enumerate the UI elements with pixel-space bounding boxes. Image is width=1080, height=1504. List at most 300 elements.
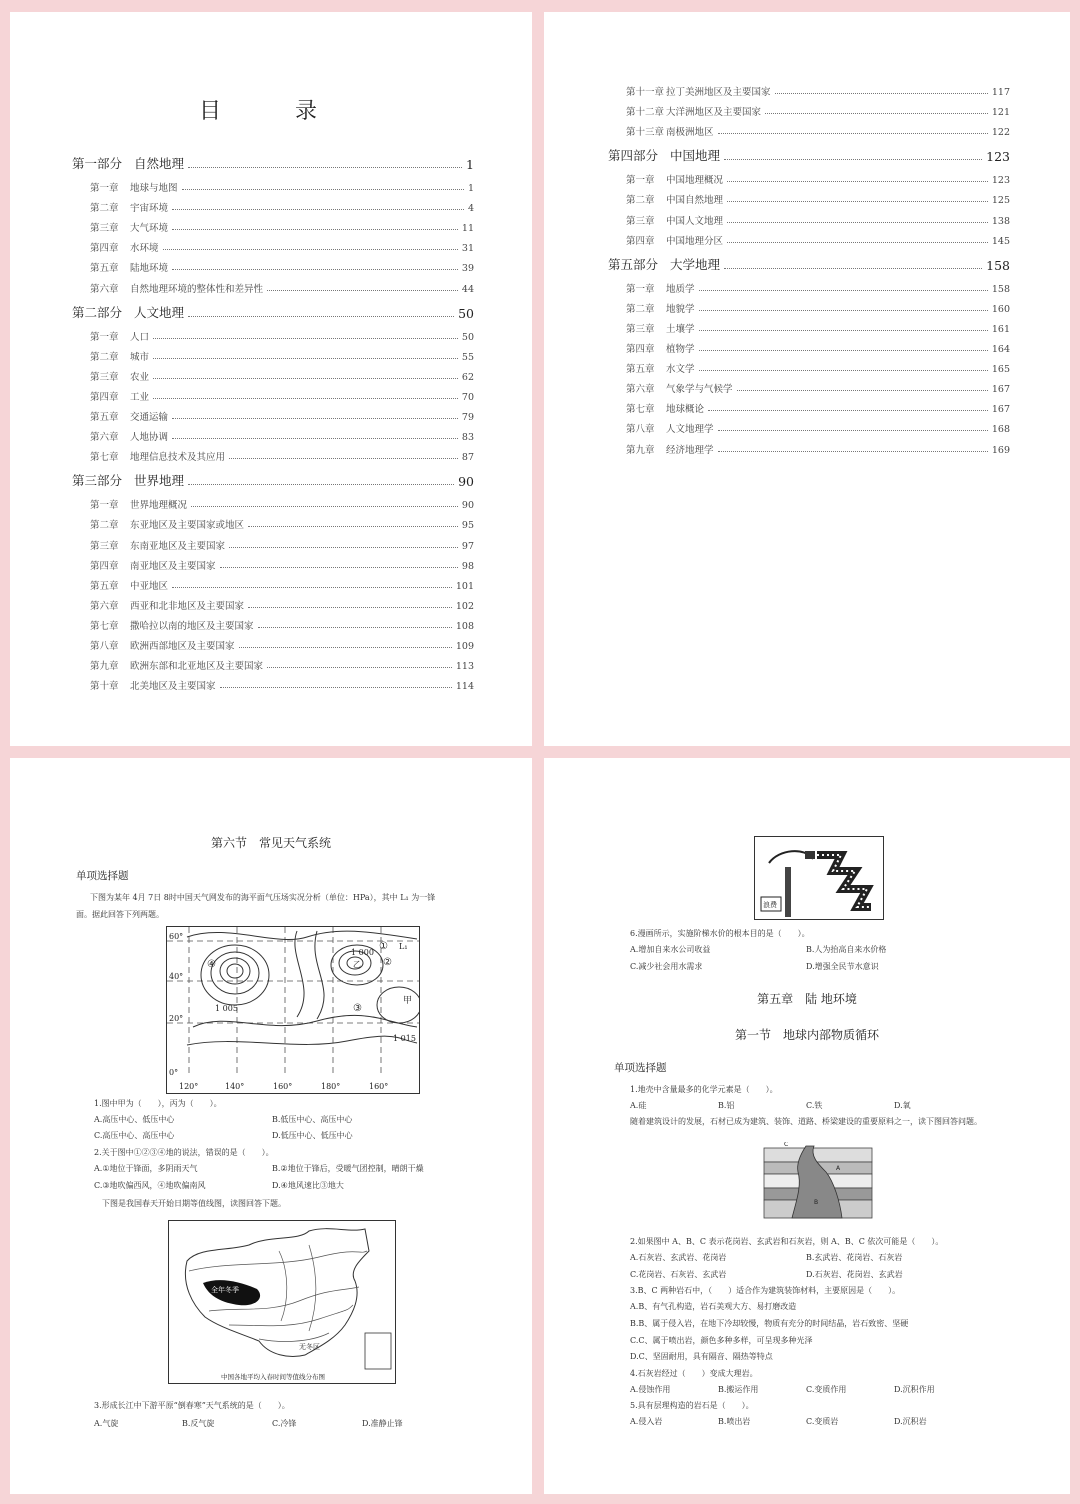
toc-label: [626, 341, 695, 355]
toc-name: 人地协调: [130, 432, 169, 444]
isobar-label: 1 015: [393, 1034, 416, 1043]
q4-option-b: B.搬运作用: [718, 1385, 759, 1394]
toc-number: 第九章: [626, 444, 655, 456]
toc-page-number: 44: [461, 283, 474, 295]
toc-number: 第四章: [90, 391, 119, 403]
toc-leader-dots: [188, 316, 454, 317]
toc-name: 水文学: [666, 364, 695, 376]
toc-page-number: 113: [455, 661, 474, 673]
q1-option-b: B.铝: [718, 1101, 735, 1110]
toc-leader-dots: [248, 526, 458, 527]
lon-label: 140°: [225, 1082, 245, 1091]
toc-page-number: 50: [461, 331, 474, 343]
toc-name: 经济地理学: [666, 444, 714, 456]
toc-number: 第一部分: [72, 156, 123, 171]
toc-leader-dots: [699, 310, 988, 311]
toc-leader-dots: [172, 418, 458, 419]
lat-label: 0°: [169, 1068, 179, 1077]
toc-name: 欧洲东部和北亚地区及主要国家: [130, 661, 264, 673]
toc-leader-dots: [172, 209, 464, 210]
q3-stem: 3.B、C 两种岩石中，（ ）适合作为建筑装饰材料，主要原因是（ ）。: [630, 1286, 901, 1295]
toc-page-number: 161: [991, 323, 1010, 335]
toc-label: [626, 401, 704, 415]
toc-page-number: 4: [467, 203, 474, 215]
q4-stem: 4.石灰岩经过（ ）变成大理岩。: [630, 1369, 758, 1378]
toc-page-number: 125: [991, 195, 1010, 207]
lon-label: 180°: [321, 1082, 341, 1091]
toc-chapter-row[interactable]: [626, 442, 1010, 456]
toc-chapter-row[interactable]: [90, 389, 474, 403]
toc-name: 世界地理: [134, 473, 185, 489]
toc-name: 水环境: [130, 243, 159, 255]
toc-leader-dots: [727, 222, 988, 223]
toc-name: 中国自然地理: [666, 195, 724, 207]
marker-2: ②: [383, 957, 392, 968]
q6-option-a: A.增加自来水公司收益: [630, 945, 711, 954]
q4-option-d: D.沉积作用: [894, 1385, 935, 1394]
toc-leader-dots: [727, 201, 988, 202]
toc-label: [626, 172, 723, 186]
q5-option-a: A.侵入岩: [630, 1417, 663, 1426]
toc-label: [626, 442, 714, 456]
toc-number: 第八章: [90, 641, 119, 652]
toc-chapter-row[interactable]: [90, 369, 474, 383]
toc-leader-dots: [727, 242, 988, 243]
toc-part-row[interactable]: [608, 255, 1010, 273]
toc-leader-dots: [188, 484, 454, 485]
toc-name: 西亚和北非地区及主要国家: [130, 600, 245, 612]
pressure-map: [166, 926, 420, 1094]
toc-label: [90, 497, 187, 511]
toc-chapter-row[interactable]: [90, 618, 474, 632]
toc-number: 第一章: [90, 183, 119, 194]
toc-name: 南亚地区及主要国家: [130, 560, 216, 572]
rock-label-c: B: [814, 1199, 819, 1206]
toc-chapter-row[interactable]: [90, 409, 474, 423]
toc-page-number: 138: [991, 215, 1010, 227]
toc-leader-dots: [267, 667, 452, 668]
toc-name: 土壤学: [666, 323, 695, 335]
toc-chapter-row[interactable]: [90, 429, 474, 443]
toc-number: 第四章: [90, 560, 119, 572]
toc-label: [72, 303, 184, 321]
toc-chapter-row[interactable]: [90, 638, 474, 652]
toc-label: [90, 638, 235, 652]
toc-chapter-row[interactable]: [626, 213, 1010, 227]
toc-name: 自然地理环境的整体性和差异性: [130, 283, 264, 295]
toc-chapter-row[interactable]: [90, 497, 474, 511]
q3-option-a: A.气旋: [94, 1419, 119, 1428]
toc-label: [626, 192, 723, 206]
toc-page-number: 90: [461, 500, 474, 512]
toc-number: 第五部分: [608, 256, 659, 272]
q2-option-d: D.④地风速比③地大: [272, 1181, 344, 1190]
toc-page-number: 158: [991, 283, 1010, 295]
toc-number: 第四章: [626, 344, 655, 355]
toc-name: 地貌学: [666, 303, 695, 315]
isobar-label: 1 000: [351, 948, 374, 957]
lon-label: 160°: [369, 1082, 389, 1091]
q1-option-c: C.高压中心、高压中心: [94, 1131, 175, 1140]
toc-name: 中亚地区: [130, 580, 169, 592]
toc-name: 世界地理概况: [130, 500, 188, 512]
toc-leader-dots: [258, 627, 452, 628]
toc-page-2: [544, 12, 1070, 746]
toc-label: [90, 369, 149, 383]
toc-chapter-row[interactable]: [626, 233, 1010, 247]
toc-name: 南极洲地区: [666, 127, 714, 139]
toc-page-number: 31: [461, 243, 474, 255]
permanent-winter-label: 全年冬季: [211, 1286, 239, 1294]
subsection-title: 单项选择题: [76, 870, 129, 882]
toc-label: [626, 321, 695, 335]
toc-chapter-row[interactable]: [90, 240, 474, 254]
toc-number: 第五章: [90, 580, 119, 592]
q3-line-d: D.C、坚固耐用，具有隔音、隔热等特点: [630, 1352, 773, 1361]
toc-label: [90, 240, 159, 254]
toc-page-number: 165: [991, 364, 1010, 376]
toc-page-number: 108: [455, 620, 474, 632]
toc-number: 第七章: [90, 620, 119, 632]
toc-part-row[interactable]: [608, 146, 1010, 164]
toc-page-number: 87: [461, 452, 474, 464]
toc-name: 人口: [130, 331, 150, 343]
toc-page-number: 121: [991, 107, 1010, 119]
toc-leader-dots: [188, 167, 462, 168]
water-price-cartoon: [754, 836, 884, 920]
toc-label: [90, 538, 225, 552]
q2-option-c: C.花岗岩、石灰岩、玄武岩: [630, 1270, 727, 1279]
toc-label: [90, 329, 149, 343]
toc-number: 第四部分: [608, 148, 659, 164]
toc-page-number: 83: [461, 432, 474, 444]
toc-number: 第五章: [626, 364, 655, 376]
toc-number: 第六章: [626, 384, 655, 396]
toc-name: 东亚地区及主要国家或地区: [130, 520, 245, 532]
land-environment-page: [544, 758, 1070, 1494]
toc-label: [626, 124, 714, 138]
toc-leader-dots: [727, 181, 988, 182]
marker-3: ③: [353, 1003, 362, 1014]
toc-label: [90, 180, 178, 194]
map2-intro: 下图是我国春天开始日期等值线图，读图回答下题。: [102, 1199, 286, 1208]
toc-chapter-row[interactable]: [626, 301, 1010, 315]
toc-chapter-row[interactable]: [90, 260, 474, 274]
toc-label: [90, 598, 244, 612]
q3-option-b: B.反气旋: [182, 1419, 215, 1428]
toc-leader-dots: [699, 350, 988, 351]
toc-leader-dots: [182, 189, 464, 190]
toc-chapter-row[interactable]: [90, 281, 474, 295]
toc-chapter-row[interactable]: [626, 104, 1010, 118]
toc-number: 第四章: [626, 235, 655, 247]
q4-option-c: C.变质作用: [806, 1385, 847, 1394]
toc-leader-dots: [153, 358, 458, 359]
q4-option-a: A.侵蚀作用: [630, 1385, 671, 1394]
toc-chapter-row[interactable]: [626, 172, 1010, 186]
q2-option-a: A.石灰岩、玄武岩、花岗岩: [630, 1253, 727, 1262]
toc-leader-dots: [172, 269, 458, 270]
toc-chapter-row[interactable]: [90, 538, 474, 552]
toc-chapter-row[interactable]: [626, 381, 1010, 395]
toc-number: 第六章: [90, 283, 119, 295]
toc-number: 第三章: [626, 215, 655, 227]
toc-title: 目 录: [198, 99, 343, 124]
toc-chapter-row[interactable]: [626, 361, 1010, 375]
toc-name: 中国地理概况: [666, 175, 724, 187]
toc-label: [626, 104, 761, 118]
section-title: 第一节 地球内部物质循环: [734, 1028, 879, 1042]
toc-label: [90, 200, 168, 214]
toc-number: 第三章: [90, 223, 119, 235]
weather-systems-page: [10, 758, 532, 1494]
toc-leader-dots: [191, 506, 458, 507]
toc-label: [90, 618, 254, 632]
toc-name: 人文地理学: [666, 424, 714, 436]
toc-leader-dots: [718, 430, 988, 431]
toc-number: 第三章: [626, 323, 655, 335]
intro-text: 下图为某年 4月 7日 8时中国天气网发布的海平面气压场实况分析（单位：HPa），其中 L₁ 为一锋: [90, 893, 436, 902]
toc-number: 第一章: [90, 331, 119, 343]
toc-page-number: 1: [467, 183, 474, 194]
q2-option-b: B.玄武岩、花岗岩、石灰岩: [806, 1253, 903, 1262]
passage: 随着建筑设计的发展，石材已成为建筑、装饰、道路、桥梁建设的重要原料之一，读下图回答问题。: [630, 1117, 982, 1126]
toc-label: [90, 517, 244, 531]
toc-page-number: 98: [461, 560, 474, 572]
toc-label: [90, 678, 216, 692]
toc-number: 第九章: [90, 661, 119, 673]
toc-part-row[interactable]: [72, 471, 474, 489]
q1-option-a: A.硅: [630, 1101, 647, 1110]
toc-page-number: 122: [991, 127, 1010, 139]
toc-leader-dots: [153, 398, 458, 399]
lon-label: 120°: [179, 1082, 199, 1091]
toc-chapter-row[interactable]: [90, 180, 474, 194]
toc-leader-dots: [718, 451, 988, 452]
chapter-title: 第五章 陆 地环境: [757, 992, 857, 1006]
toc-chapter-row[interactable]: [90, 449, 474, 463]
toc-name: 地理信息技术及其应用: [130, 452, 226, 464]
toc-label: [626, 233, 723, 247]
toc-label: [90, 349, 149, 363]
toc-page-number: 109: [455, 641, 474, 652]
toc-name: 中国地理分区: [666, 235, 724, 247]
q5-option-c: C.变质岩: [806, 1417, 839, 1426]
toc-name: 陆地环境: [130, 263, 169, 275]
toc-chapter-row[interactable]: [90, 558, 474, 572]
toc-chapter-row[interactable]: [626, 281, 1010, 295]
toc-chapter-row[interactable]: [90, 658, 474, 672]
toc-name: 植物学: [666, 344, 695, 355]
toc-leader-dots: [699, 330, 988, 331]
toc-page-number: 79: [461, 412, 474, 423]
toc-name: 城市: [130, 351, 150, 363]
toc-page-number: 167: [991, 384, 1010, 396]
q3-line-b: B.B、属于侵入岩，在地下冷却较慢，物质有充分的时间结晶，岩石致密、坚硬: [630, 1319, 909, 1328]
toc-label: [90, 578, 168, 592]
toc-name: 大学地理: [670, 256, 721, 272]
toc-number: 第八章: [626, 424, 655, 436]
toc-number: 第一章: [626, 175, 655, 187]
toc-leader-dots: [737, 390, 988, 391]
marker-1: ①: [379, 941, 388, 952]
toc-leader-dots: [775, 93, 988, 94]
toc-chapter-row[interactable]: [626, 192, 1010, 206]
toc-chapter-row[interactable]: [626, 84, 1010, 98]
toc-leader-dots: [267, 290, 458, 291]
toc-label: [72, 154, 184, 172]
toc-number: 第七章: [626, 404, 655, 416]
toc-page-number: 117: [991, 87, 1010, 98]
toc-page-number: 102: [455, 600, 474, 612]
toc-page-number: 167: [991, 404, 1010, 416]
toc-chapter-row[interactable]: [626, 321, 1010, 335]
toc-number: 第三部分: [72, 473, 123, 489]
toc-leader-dots: [172, 438, 458, 439]
toc-label: [90, 220, 168, 234]
q2-option-a: A.①地位于锋面，多阴雨天气: [94, 1164, 198, 1173]
toc-name: 大气环境: [130, 223, 169, 235]
intro-text-2: 面。据此回答下列两题。: [76, 910, 164, 919]
toc-number: 第五章: [90, 412, 119, 423]
toc-leader-dots: [220, 567, 458, 568]
toc-number: 第七章: [90, 452, 119, 464]
toc-name: 中国人文地理: [666, 215, 724, 227]
toc-number: 第二章: [90, 351, 119, 363]
toc-part-row[interactable]: [72, 303, 474, 321]
toc-name: 地球概论: [666, 404, 705, 416]
q5-option-d: D.沉积岩: [894, 1417, 927, 1426]
toc-page-number: 70: [461, 391, 474, 403]
toc-number: 第四章: [90, 243, 119, 255]
q3-line-c: C.C、属于喷出岩，颜色多种多样，可呈现多种光泽: [630, 1336, 813, 1345]
marker-jia: 甲: [403, 996, 413, 1006]
q3-line-a: A.B、有气孔构造，岩石美观大方、易打磨改造: [630, 1302, 797, 1311]
toc-name: 欧洲西部地区及主要国家: [130, 641, 235, 652]
toc-page-number: 164: [991, 344, 1010, 355]
toc-label: [626, 281, 695, 295]
q1-option-c: C.铁: [806, 1101, 823, 1110]
toc-part-row[interactable]: [72, 154, 474, 172]
toc-name: 农业: [130, 371, 150, 383]
q5-option-b: B.喷出岩: [718, 1417, 751, 1426]
toc-label: [90, 281, 263, 295]
toc-label: [90, 260, 168, 274]
toc-chapter-row[interactable]: [626, 341, 1010, 355]
toc-leader-dots: [229, 547, 458, 548]
toc-chapter-row[interactable]: [90, 200, 474, 214]
toc-label: [626, 381, 733, 395]
toc-page-1: [10, 12, 532, 746]
toc-name: 交通运输: [130, 412, 169, 423]
toc-leader-dots: [153, 378, 458, 379]
toc-chapter-row[interactable]: [90, 678, 474, 692]
toc-page-number: 39: [461, 263, 474, 275]
toc-chapter-row[interactable]: [626, 401, 1010, 415]
toc-page-number: 1: [466, 157, 474, 172]
toc-chapter-row[interactable]: [90, 220, 474, 234]
toc-label: [626, 213, 723, 227]
toc-chapter-row[interactable]: [90, 598, 474, 612]
spring-onset-map: [168, 1220, 396, 1384]
toc-name: 中国地理: [670, 148, 721, 164]
toc-label: [626, 361, 695, 375]
marker-4: ④: [207, 959, 216, 970]
q2-option-d: D.石灰岩、花岗岩、玄武岩: [806, 1270, 903, 1279]
toc-leader-dots: [172, 587, 452, 588]
toc-label: [90, 558, 216, 572]
toc-page-number: 97: [461, 540, 474, 552]
q5-stem: 5.具有层理构造的岩石是（ ）。: [630, 1401, 754, 1410]
lat-label: 60°: [169, 932, 184, 941]
toc-page-number: 123: [986, 149, 1010, 165]
toc-label: [72, 471, 184, 489]
toc-label: [90, 449, 225, 463]
toc-chapter-row[interactable]: [90, 578, 474, 592]
front-label: L₁: [399, 942, 408, 951]
toc-number: 第十二章: [626, 107, 665, 119]
toc-leader-dots: [229, 458, 458, 459]
toc-page-number: 169: [991, 444, 1010, 456]
toc-number: 第六章: [90, 600, 119, 612]
toc-label: [90, 658, 263, 672]
subsection-title: 单项选择题: [614, 1062, 667, 1074]
q6-option-d: D.增强全民节水意识: [806, 962, 879, 971]
toc-number: 第五章: [90, 263, 119, 275]
q3-option-c: C.冷锋: [272, 1419, 297, 1428]
toc-chapter-row[interactable]: [90, 329, 474, 343]
toc-number: 第二章: [626, 195, 655, 207]
toc-name: 自然地理: [134, 156, 185, 171]
toc-label: [90, 389, 149, 403]
toc-page-number: 90: [458, 474, 474, 490]
toc-label: [626, 84, 771, 98]
toc-chapter-row[interactable]: [90, 349, 474, 363]
toc-leader-dots: [172, 229, 458, 230]
toc-number: 第三章: [90, 371, 119, 383]
toc-number: 第二章: [90, 520, 119, 532]
toc-label: [608, 255, 720, 273]
toc-number: 第三章: [90, 540, 119, 552]
toc-chapter-row[interactable]: [626, 124, 1010, 138]
q6-option-c: C.减少社会用水需求: [630, 962, 703, 971]
toc-page-number: 168: [991, 424, 1010, 436]
toc-leader-dots: [699, 370, 988, 371]
q2-option-c: C.③地吹偏西风，④地吹偏南风: [94, 1181, 206, 1190]
toc-number: 第十章: [90, 681, 119, 693]
q1-option-a: A.高压中心、低压中心: [94, 1115, 175, 1124]
toc-chapter-row[interactable]: [90, 517, 474, 531]
toc-name: 地球与地图: [130, 183, 178, 194]
toc-page-number: 101: [455, 580, 474, 592]
toc-leader-dots: [239, 647, 452, 648]
q1-option-d: D.氧: [894, 1101, 911, 1110]
toc-page-number: 114: [455, 681, 474, 693]
toc-chapter-row[interactable]: [626, 421, 1010, 435]
section-title: 第六节 常见天气系统: [210, 836, 331, 850]
toc-name: 拉丁美洲地区及主要国家: [666, 87, 771, 98]
map2-caption: 中国各地平均入春时间等值线分布图: [221, 1373, 325, 1381]
toc-number: 第二部分: [72, 304, 123, 320]
toc-leader-dots: [765, 113, 988, 114]
q6-option-b: B.人为抬高自来水价格: [806, 945, 887, 954]
toc-label: [90, 409, 168, 423]
q6-stem: 6.漫画所示，实施阶梯水价的根本目的是（ ）。: [630, 929, 810, 938]
toc-name: 地质学: [666, 283, 695, 295]
lat-label: 20°: [169, 1014, 184, 1023]
toc-name: 气象学与气候学: [666, 384, 733, 396]
toc-name: 工业: [130, 391, 150, 403]
